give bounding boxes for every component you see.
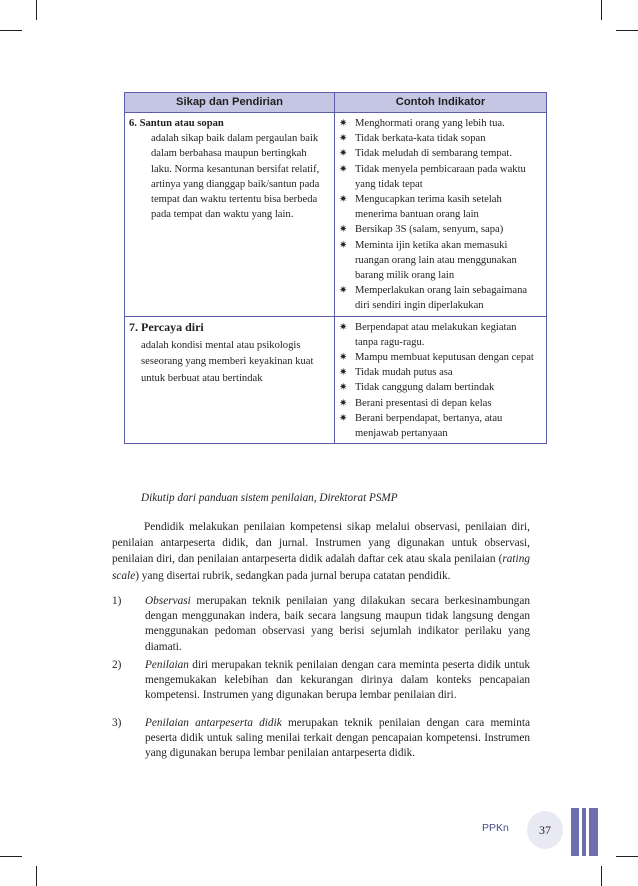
star-bullet-icon: ✷ [339,224,348,236]
attitude-cell [125,113,335,317]
crop-mark [616,30,638,31]
source-caption: Dikutip dari panduan sistem penilaian, Direktorat PSMP [141,492,398,504]
list-item: ✷ Berani presentasi di depan kelas [339,396,542,411]
list-item: 1) Observasi merupakan teknik penilaian yang dilakukan secara berkesinambungan dengan menggunakan indera, baik secara langsung maupun tidak langsung dengan menggunakan pedoman observasi yang berisi sejumlah indikator perilaku yang diamati. [112,594,530,655]
indicator-list [339,116,542,314]
crop-mark [601,866,602,886]
decor-bar [582,808,586,856]
star-bullet-icon: ✷ [339,382,348,394]
page-number: 37 [527,811,563,849]
list-item: 3) Penilaian antarpeserta didik merupakan teknik penilaian dengan cara meminta peserta didik untuk saling menilai terkait dengan pencapaian kompetensi. Instrumen yang digunakan berupa lembar penilaian antarpeserta didik. [112,716,530,762]
star-bullet-icon: ✷ [339,163,348,175]
list-item: ✷ Menghormati orang yang lebih tua. [339,116,542,131]
technique-list [112,658,530,704]
technique-list [112,594,530,655]
attitude-description: adalah sikap baik dalam pergaulan baik dalam berbahasa maupun bertingkah laku. Norma kesantunan bersifat relatif, artinya yang dianggap baik/santun pada tempat dan waktu tertentu bisa berbeda pada tempat dan waktu yang lain. [151,133,320,221]
table-row [125,316,547,444]
star-bullet-icon: ✷ [339,148,348,160]
list-number: 1) [112,595,122,607]
star-bullet-icon: ✷ [339,412,348,424]
list-item: ✷ Tidak meludah di sembarang tempat. [339,146,542,161]
star-bullet-icon: ✷ [339,321,348,333]
list-item: ✷ Tidak berkata-kata tidak sopan [339,131,542,146]
crop-mark [601,0,602,20]
crop-mark [616,856,638,857]
star-bullet-icon: ✷ [339,367,348,379]
indicator-table [124,92,547,444]
star-bullet-icon: ✷ [339,352,348,364]
crop-mark [36,866,37,886]
crop-mark [0,30,22,31]
list-item: ✷ Tidak canggung dalam bertindak [339,380,542,395]
attitude-description: adalah kondisi mental atau psikologis seseorang yang memberi keyakinan kuat untuk berbuat atau bertindak [141,339,314,384]
table-row [125,113,547,317]
list-item: ✷ Mengucapkan terima kasih setelah menerima bantuan orang lain [339,194,502,221]
star-bullet-icon: ✷ [339,133,348,145]
star-bullet-icon: ✷ [339,118,348,129]
crop-mark [0,856,22,857]
indicator-list [339,320,542,442]
list-item: ✷ Tidak menyela pembicaraan pada waktu yang tidak tepat [339,163,526,190]
list-item: ✷ Memperlakukan orang lain sebagaimana diri sendiri ingin diperlakukan [339,285,528,312]
body-paragraph: Pendidik melakukan penilaian kompetensi sikap melalui observasi, penilaian diri, penilaian antarpeserta didik, dan jurnal. Instrumen yang digunakan untuk observasi, penilaian diri, dan penilaian antarpeserta didik adalah daftar cek atau skala penilaian (rating scale) yang disertai rubrik, sedangkan pada jurnal berupa catatan pendidik. [112,521,530,582]
list-item: ✷ Mampu membuat keputusan dengan cepat [339,350,542,365]
indicator-cell [335,316,547,444]
list-number: 3) [112,717,122,729]
star-bullet-icon: ✷ [339,285,348,297]
subject-label: PPKn [482,822,509,834]
list-item: 2) Penilaian diri merupakan teknik penilaian dengan cara meminta peserta didik untuk mengemukakan kelebihan dan kekurangan dirinya dalam konteks pencapaian kompetensi. Instrumen yang digunakan berupa lembar penilaian diri. [112,658,530,704]
list-item: ✷ Berpendapat atau melakukan kegiatan tanpa ragu-ragu. [339,321,517,348]
attitude-title: 6. Santun atau sopan [129,118,224,129]
list-term: Observasi [145,595,191,607]
crop-mark [36,0,37,20]
decor-bar [589,808,598,856]
list-term: Penilaian antarpeserta didik [145,717,282,729]
attitude-cell [125,316,335,444]
list-item: ✷ Bersikap 3S (salam, senyum, sapa) [339,222,542,237]
star-bullet-icon: ✷ [339,397,348,409]
column-header-indicator: Contoh Indikator [335,93,547,113]
technique-list [112,716,530,762]
list-item: ✷ Tidak mudah putus asa [339,365,542,380]
list-item: ✷ Berani berpendapat, bertanya, atau menjawab pertanyaan [339,412,503,440]
decor-bar [571,808,579,856]
column-header-attitude: Sikap dan Pendirian [125,93,335,113]
list-number: 2) [112,659,122,671]
star-bullet-icon: ✷ [339,239,348,251]
star-bullet-icon: ✷ [339,194,348,206]
list-term: Penilaian [145,659,189,671]
indicator-cell [335,113,547,317]
list-item: ✷ Meminta ijin ketika akan memasuki ruangan orang lain atau menggunakan barang milik orang lain [339,239,517,282]
attitude-title: 7. Percaya diri [129,319,204,334]
